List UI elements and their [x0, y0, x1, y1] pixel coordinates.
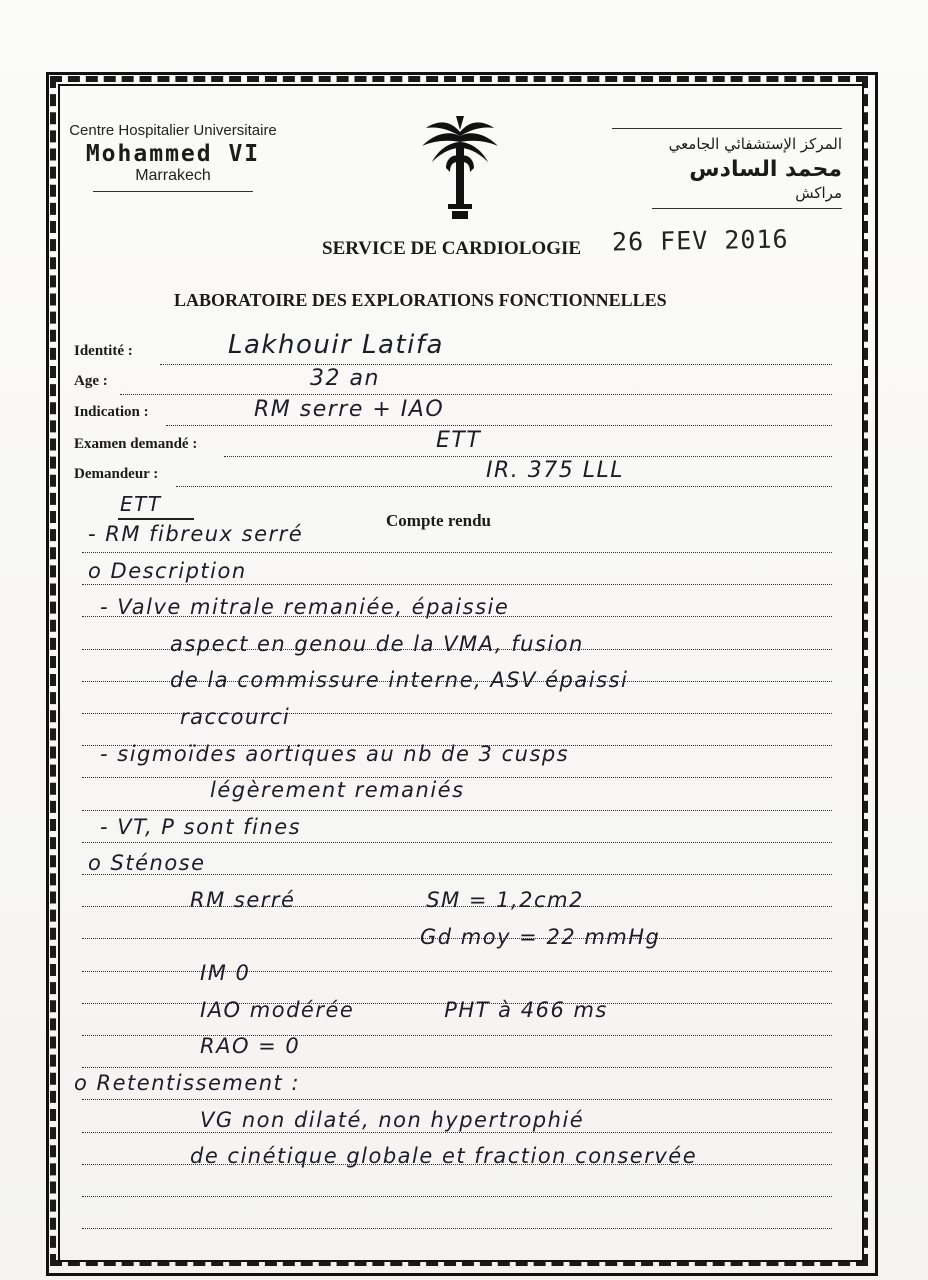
hospital-ar-line-1: المركز الإستشفائي الجامعي — [612, 128, 842, 153]
date-stamp: 26 FEV 2016 — [611, 224, 789, 257]
hospital-line-2: Mohammed VI — [85, 141, 261, 167]
ruled-line — [82, 1099, 832, 1100]
report-line: - RM fibreux serré — [88, 522, 304, 546]
report-line: - Valve mitrale remaniée, épaissie — [100, 595, 510, 620]
hospital-name-arabic — [612, 128, 842, 209]
demandeur-value: IR. 375 LLL — [486, 458, 625, 483]
ruled-line — [82, 1067, 832, 1068]
ruled-line — [82, 552, 832, 553]
ruled-line — [82, 1132, 832, 1133]
report-line: o Sténose — [88, 851, 206, 876]
ruled-line — [82, 971, 832, 972]
report-line: o Description — [88, 558, 247, 583]
hospital-line-1: Centre Hospitalier Universitaire — [69, 122, 277, 139]
compte-rendu-title: Compte rendu — [386, 511, 491, 530]
exam-heading-underline — [118, 518, 194, 520]
examen-label: Examen demandé : — [74, 436, 198, 452]
report-line: raccourci — [180, 705, 291, 729]
identite-value: Lakhouir Latifa — [228, 330, 444, 360]
report-line: de cinétique globale et fraction conservée — [190, 1144, 698, 1169]
indication-line — [166, 425, 832, 426]
hospital-ar-line-2: محمد السادس — [689, 157, 842, 182]
examen-value: ETT — [436, 428, 482, 453]
report-line: Gd moy = 22 mmHg — [420, 924, 661, 949]
lab-title: LABORATOIRE DES EXPLORATIONS FONCTIONNELLES — [174, 290, 667, 310]
report-line: VG non dilaté, non hypertrophié — [200, 1107, 585, 1132]
report-line: o Retentissement : — [74, 1071, 301, 1095]
exam-heading: ETT — [120, 492, 162, 516]
report-line: IAO modérée PHT à 466 ms — [200, 997, 608, 1022]
demandeur-label: Demandeur : — [74, 466, 159, 482]
report-line: RAO = 0 — [200, 1034, 301, 1059]
report-line: de la commissure interne, ASV épaissi — [170, 668, 629, 693]
indication-value: RM serre + IAO — [254, 397, 445, 422]
hospital-city: Marrakech — [135, 167, 211, 184]
ruled-line — [82, 1228, 832, 1229]
report-line: aspect en genou de la VMA, fusion — [170, 631, 584, 656]
age-label: Age : — [74, 373, 108, 389]
header-rule — [93, 191, 253, 192]
examen-line — [224, 456, 832, 457]
indication-label: Indication : — [74, 404, 149, 420]
report-line: légèrement remaniés — [210, 778, 465, 803]
header-rule-ar — [652, 208, 842, 209]
hospital-ar-city: مراكش — [795, 184, 842, 202]
report-line: IM 0 — [200, 961, 251, 986]
service-title: SERVICE DE CARDIOLOGIE — [322, 238, 582, 259]
ruled-line — [82, 584, 832, 585]
hospital-name-french — [68, 122, 278, 192]
report-line: - VT, P sont fines — [100, 814, 302, 839]
ruled-line — [82, 1035, 832, 1036]
ruled-line — [82, 1196, 832, 1197]
report-line: - sigmoïdes aortiques au nb de 3 cusps — [100, 741, 570, 766]
palm-emblem-icon — [420, 112, 500, 222]
ruled-line — [82, 810, 832, 811]
age-line — [120, 394, 832, 395]
identite-label: Identité : — [74, 343, 133, 359]
demandeur-line — [176, 486, 832, 487]
identite-line — [160, 364, 832, 365]
ruled-line — [82, 842, 832, 843]
report-line: RM serré SM = 1,2cm2 — [190, 888, 584, 912]
age-value: 32 an — [310, 366, 380, 391]
